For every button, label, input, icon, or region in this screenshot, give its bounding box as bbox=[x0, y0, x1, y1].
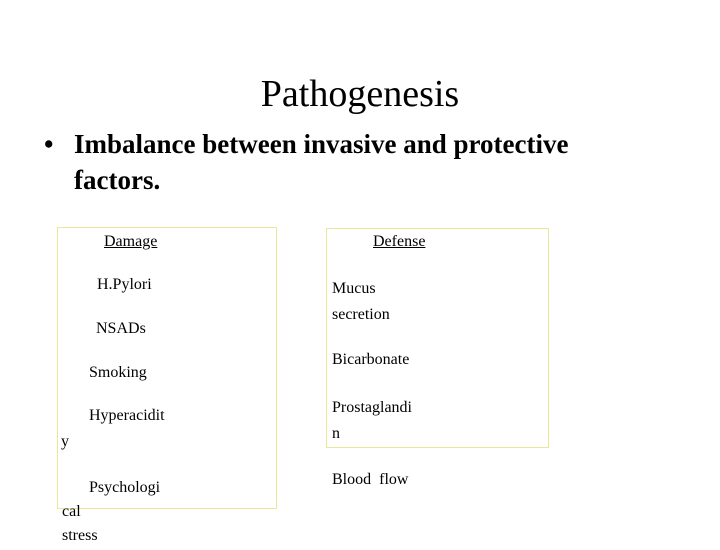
bullet-dot: • bbox=[44, 129, 54, 159]
defense-heading: Defense bbox=[373, 233, 426, 250]
defense-item-bicarbonate: Bicarbonate bbox=[332, 351, 410, 368]
bullet-text-line-2: factors. bbox=[74, 165, 161, 195]
slide-title: Pathogenesis bbox=[260, 73, 460, 115]
damage-heading: Damage bbox=[104, 233, 158, 250]
damage-item-nsads: NSADs bbox=[96, 320, 146, 337]
defense-item-mucus-line-2: secretion bbox=[332, 306, 390, 323]
defense-item-prostaglandin-line-1: Prostaglandi bbox=[332, 399, 412, 416]
damage-item-psychological-line-1: Psychologi bbox=[89, 479, 161, 496]
damage-item-hyperacidity-line-2: y bbox=[61, 433, 69, 450]
damage-item-psychological-line-2: cal bbox=[62, 503, 81, 520]
damage-item-psychological-line-3: stress bbox=[62, 527, 98, 544]
damage-item-smoking: Smoking bbox=[89, 364, 147, 381]
defense-item-blood-flow: Blood flow bbox=[332, 471, 409, 488]
defense-item-mucus-line-1: Mucus bbox=[332, 280, 376, 297]
defense-item-prostaglandin-line-2: n bbox=[332, 425, 340, 442]
bullet-point bbox=[44, 126, 684, 198]
damage-item-hpylori: H.Pylori bbox=[97, 276, 152, 293]
bullet-text-line-1: Imbalance between invasive and protective bbox=[74, 129, 569, 159]
damage-item-hyperacidity-line-1: Hyperacidit bbox=[89, 407, 165, 424]
